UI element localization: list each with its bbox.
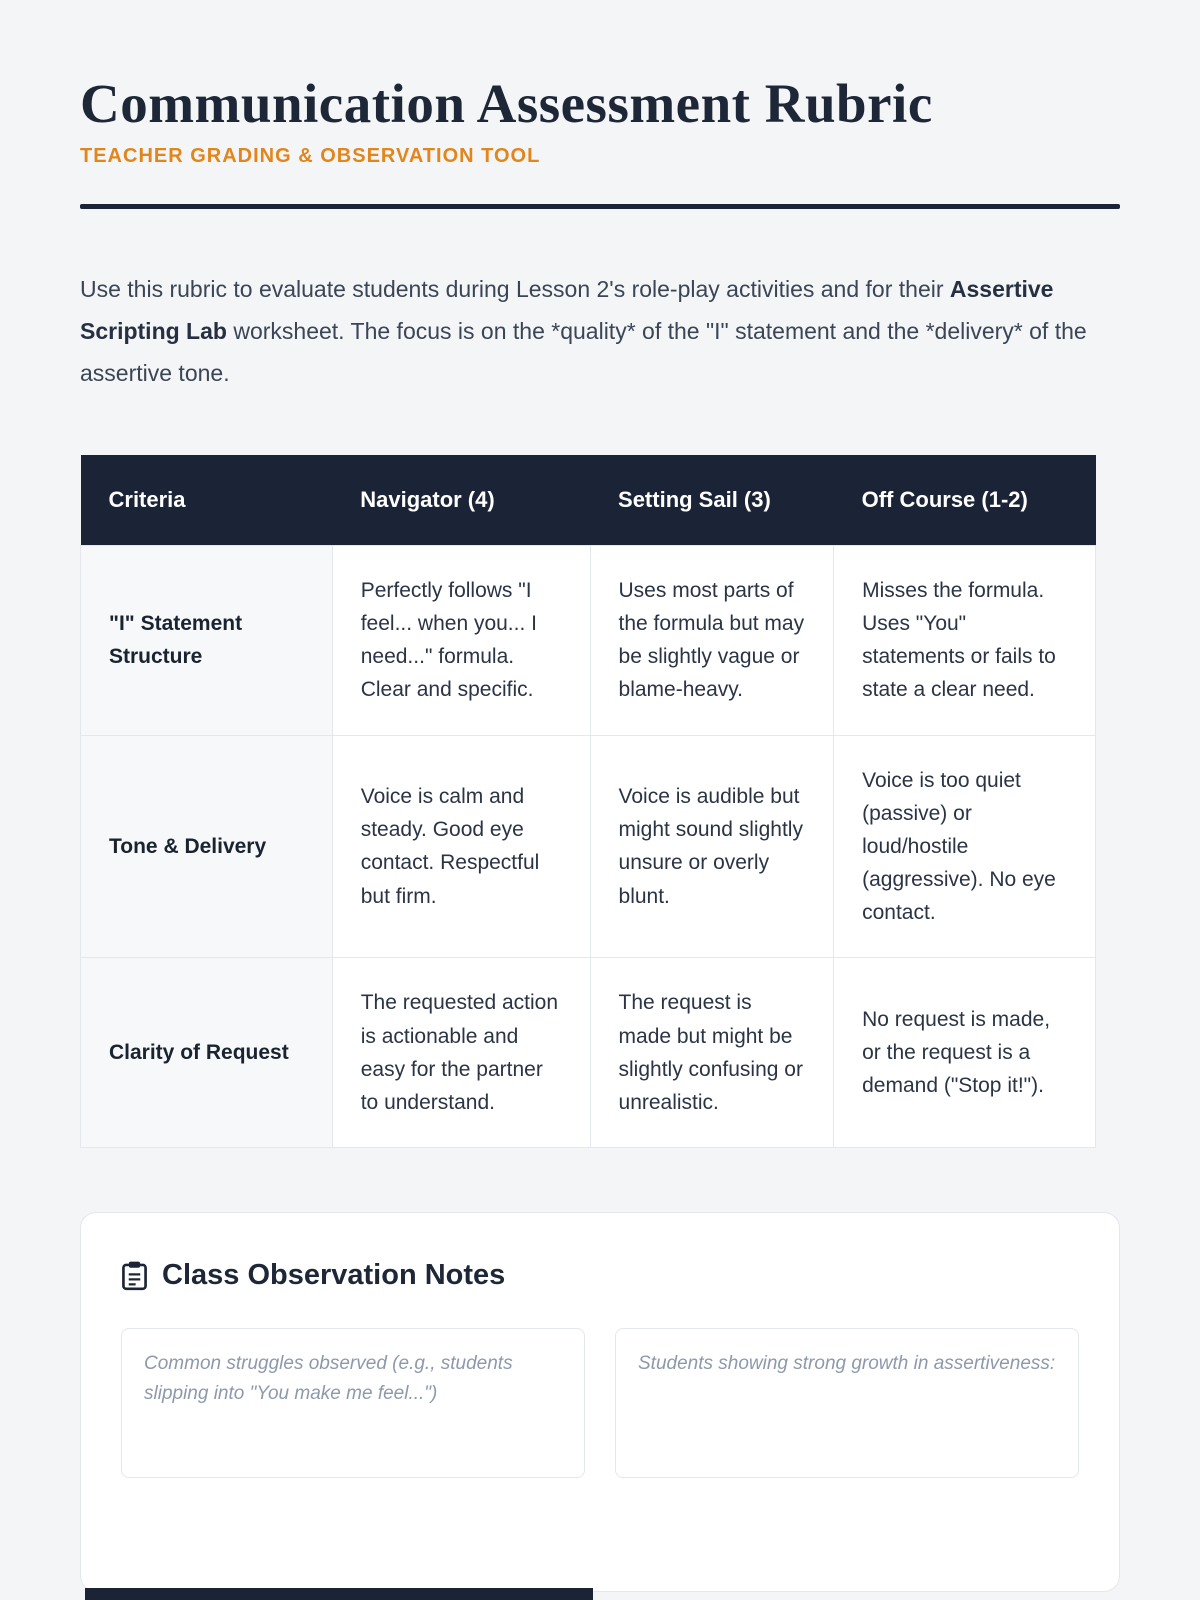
- intro-text-2: worksheet. The focus is on the *quality* of the "I" statement and the *delivery* of the assertive tone.: [80, 318, 1087, 386]
- criteria-cell: Tone & Delivery: [81, 735, 333, 958]
- col-header-criteria: Criteria: [81, 455, 333, 546]
- navigator-cell: The requested action is actionable and easy for the partner to understand.: [332, 958, 590, 1148]
- table-row: [81, 545, 1096, 735]
- intro-text-1: Use this rubric to evaluate students during Lesson 2's role-play activities and for their: [80, 276, 950, 303]
- rubric-page: [80, 0, 1120, 1592]
- setting-sail-cell: The request is made but might be slightly confusing or unrealistic.: [590, 958, 834, 1148]
- off-course-cell: No request is made, or the request is a demand ("Stop it!").: [834, 958, 1096, 1148]
- off-course-cell: Voice is too quiet (passive) or loud/hostile (aggressive). No eye contact.: [834, 735, 1096, 958]
- divider-rule: [80, 204, 1120, 209]
- observation-notes-heading: Class Observation Notes: [162, 1259, 506, 1292]
- observation-notes-card: [80, 1212, 1120, 1592]
- observation-notes-header: [121, 1259, 1079, 1292]
- navigator-cell: Voice is calm and steady. Good eye contact. Respectful but firm.: [332, 735, 590, 958]
- table-row: [81, 958, 1096, 1148]
- col-header-navigator: Navigator (4): [332, 455, 590, 546]
- col-header-off-course: Off Course (1-2): [834, 455, 1096, 546]
- common-struggles-textarea[interactable]: [121, 1328, 585, 1478]
- rubric-table: [80, 455, 1096, 1148]
- observation-notes-grid: [121, 1328, 1079, 1478]
- criteria-cell: "I" Statement Structure: [81, 545, 333, 735]
- intro-paragraph: [80, 269, 1120, 395]
- clipboard-icon: [121, 1260, 148, 1291]
- page-title: Communication Assessment Rubric: [80, 73, 933, 134]
- setting-sail-cell: Voice is audible but might sound slightly unsure or overly blunt.: [590, 735, 834, 958]
- bottom-cutoff-dark-element: [85, 1588, 593, 1600]
- criteria-cell: Clarity of Request: [81, 958, 333, 1148]
- table-header-row: [81, 455, 1096, 546]
- setting-sail-cell: Uses most parts of the formula but may be slightly vague or blame-heavy.: [590, 545, 834, 735]
- strong-growth-textarea[interactable]: [615, 1328, 1079, 1478]
- intro-bold-text: Assertive Scripting Lab: [80, 276, 1054, 345]
- table-row: [81, 735, 1096, 958]
- navigator-cell: Perfectly follows "I feel... when you... I need..." formula. Clear and specific.: [332, 545, 590, 735]
- off-course-cell: Misses the formula. Uses "You" statements or fails to state a clear need.: [834, 545, 1096, 735]
- col-header-setting-sail: Setting Sail (3): [590, 455, 834, 546]
- page-subtitle: TEACHER GRADING & OBSERVATION TOOL: [80, 145, 541, 168]
- page-header: [80, 72, 1120, 209]
